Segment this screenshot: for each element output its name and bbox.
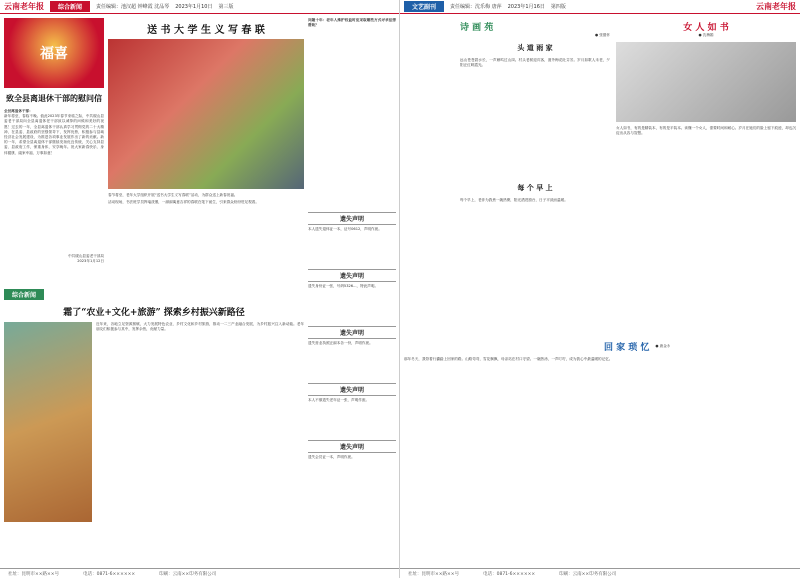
feature-photo <box>108 39 304 189</box>
ad-item: 本人不慎遗失老年证一张，声明作废。 <box>308 398 370 402</box>
column-author: ● 沈梅娟 <box>698 33 714 37</box>
feature-article <box>108 18 304 318</box>
bottom-title: 霜了“农业+文化+旅游” 探索乡村振兴新路径 <box>63 308 245 318</box>
essay-column <box>616 20 796 340</box>
ad-item: 本人遗失退休证一本，证号0612，声明作废。 <box>308 227 382 231</box>
lead-date: 2023年1月12日 <box>77 259 104 264</box>
brand-logo: 云南老年报 <box>4 1 44 11</box>
bottom-tag: 综合新闻 <box>4 289 44 300</box>
poem-body: 远山苍苍碧水长，一声雁鸣过山岗。村头老树迎宾客，窗外梅花吐芬芳。岁月如歌人未老，夕阳正红映霞光。 <box>460 58 610 68</box>
side-column <box>308 18 396 208</box>
poem-column <box>460 20 610 330</box>
ads-title-5: 遗失声明 <box>308 440 396 453</box>
ad-item: 遗失营业执照正副本各一份，声明作废。 <box>308 341 373 345</box>
column-author: ● 唐金永 <box>655 343 671 348</box>
page-number: 第三版 <box>218 4 234 10</box>
section-tag: 文艺副刊 <box>404 1 444 12</box>
ad-item: 遗失会员证一本，声明作废。 <box>308 455 355 459</box>
footer-address: 社址：昆明市××路××号 <box>8 571 60 577</box>
notice-ads <box>308 210 396 560</box>
feature-caption: 春节将至，老年大学组织开展“送书大学生义写春联”活动，为群众送上新春祝福。 <box>108 193 238 197</box>
footer-phone: 电话：0871-6×××××× <box>83 571 136 577</box>
column-title: 诗 画 苑 <box>460 23 494 33</box>
bottom-article <box>4 282 304 562</box>
column-title: 女 人 如 书 <box>683 23 729 33</box>
page-header <box>0 0 399 14</box>
bottom-body: 近年来，各地立足资源禀赋，大力发展特色农业、乡村文化和乡村旅游，推动一二三产业融合发展，为乡村振兴注入新动能。老年朋友们积极参与其中，发挥余热，贡献力量。 <box>96 322 304 332</box>
banner-char: 福喜 <box>40 46 68 62</box>
feature-title: 送 书 大 学 生 义 写 春 联 <box>147 25 265 36</box>
poem-title: 头 道 雨 家 <box>517 43 553 53</box>
memo-body: 那年冬天，我背着行囊踏上回家的路。山路弯弯，雪花飘飘，母亲站在村口守望。一碗热汤，一声叮咛，成为我心中最温暖的记忆。 <box>404 357 613 361</box>
essay-photo <box>616 42 796 122</box>
bottom-photo <box>4 322 92 522</box>
column-title: 回 家 琐 忆 <box>604 343 650 353</box>
issue-date: 2023年1月16日 <box>507 4 545 10</box>
page-footer <box>0 568 399 578</box>
column-author: ● 张德怀 <box>594 33 610 37</box>
page-footer <box>400 568 800 578</box>
page-header <box>400 0 800 14</box>
section-tag: 综合新闻 <box>50 1 90 12</box>
lead-greeting: 全县离退休干部： <box>4 109 33 113</box>
lead-sign: 中共砚山县委老干部局 <box>68 254 104 259</box>
essay-body: 女人如书，有的是精装本，有的是平装本。读懂一个女人，需要时间和耐心。岁月在她们的脸上留下痕迹，却也沉淀出从容与智慧。 <box>616 126 796 136</box>
footer-address: 社址：昆明市××路××号 <box>408 571 460 577</box>
footer-printer: 印刷：云南××印务有限公司 <box>559 571 617 577</box>
footer-phone: 电话：0871-6×××××× <box>483 571 536 577</box>
lead-article <box>4 18 104 278</box>
page-number: 第四版 <box>550 4 566 10</box>
ads-title-2: 遗失声明 <box>308 269 396 282</box>
issue-date: 2023年1月10日 <box>175 4 213 10</box>
poem2-title: 每 个 早 上 <box>517 183 553 193</box>
lead-body: 新年将至，春临不晚。值此2023年春节来临之际，中共砚山县委老干部局向全县离退休老干部致以诚挚的问候和美好的祝愿！过去的一年，全县离退休干部认真学习贯彻党的二十大精神，在县委、县政府的坚强领导下，发挥优势，积极参与县域经济社会发展建设，为推进各项事业发展作出了新的贡献。新的一年，希望全县离退休干部继续发扬优良传统，关心支持县委、县政府工作，保重身体，安享晚年。祝大家新春快乐、身体健康、阖家幸福、万事如意！ <box>4 114 104 155</box>
brand-logo: 云南老年报 <box>756 1 796 11</box>
editor-line: 责任编辑：沈乐梅 唐萍 <box>450 4 502 10</box>
ads-title-1: 遗失声明 <box>308 212 396 225</box>
page-right <box>400 0 800 578</box>
editor-line: 责任编辑：池汉超 钟峰霞 沈品琴 <box>96 4 170 10</box>
feature-body: 活动现场，书法班学员挥毫泼墨，一副副寓意吉祥的春联在笔下诞生，引来群众纷纷驻足观看。 <box>108 200 259 205</box>
lead-title: 致全县离退休干部的慰问信 <box>6 93 102 103</box>
poem2-body: 每个早上，老伴为我煮一碗热粥，阳光洒进窗台，日子平淡而温暖。 <box>460 198 568 203</box>
ads-title-3: 遗失声明 <box>308 326 396 339</box>
ad-item: 遗失身份证一张，号码5326...，特此声明。 <box>308 284 379 288</box>
memo-column <box>404 340 796 565</box>
ads-title-4: 遗失声明 <box>308 383 396 396</box>
side-notice: 问题十年：老年人维护权益时应采取哪些方式寻求法律帮助？ <box>308 18 396 28</box>
footer-printer: 印刷：云南××印务有限公司 <box>159 571 217 577</box>
fu-banner <box>4 18 104 88</box>
